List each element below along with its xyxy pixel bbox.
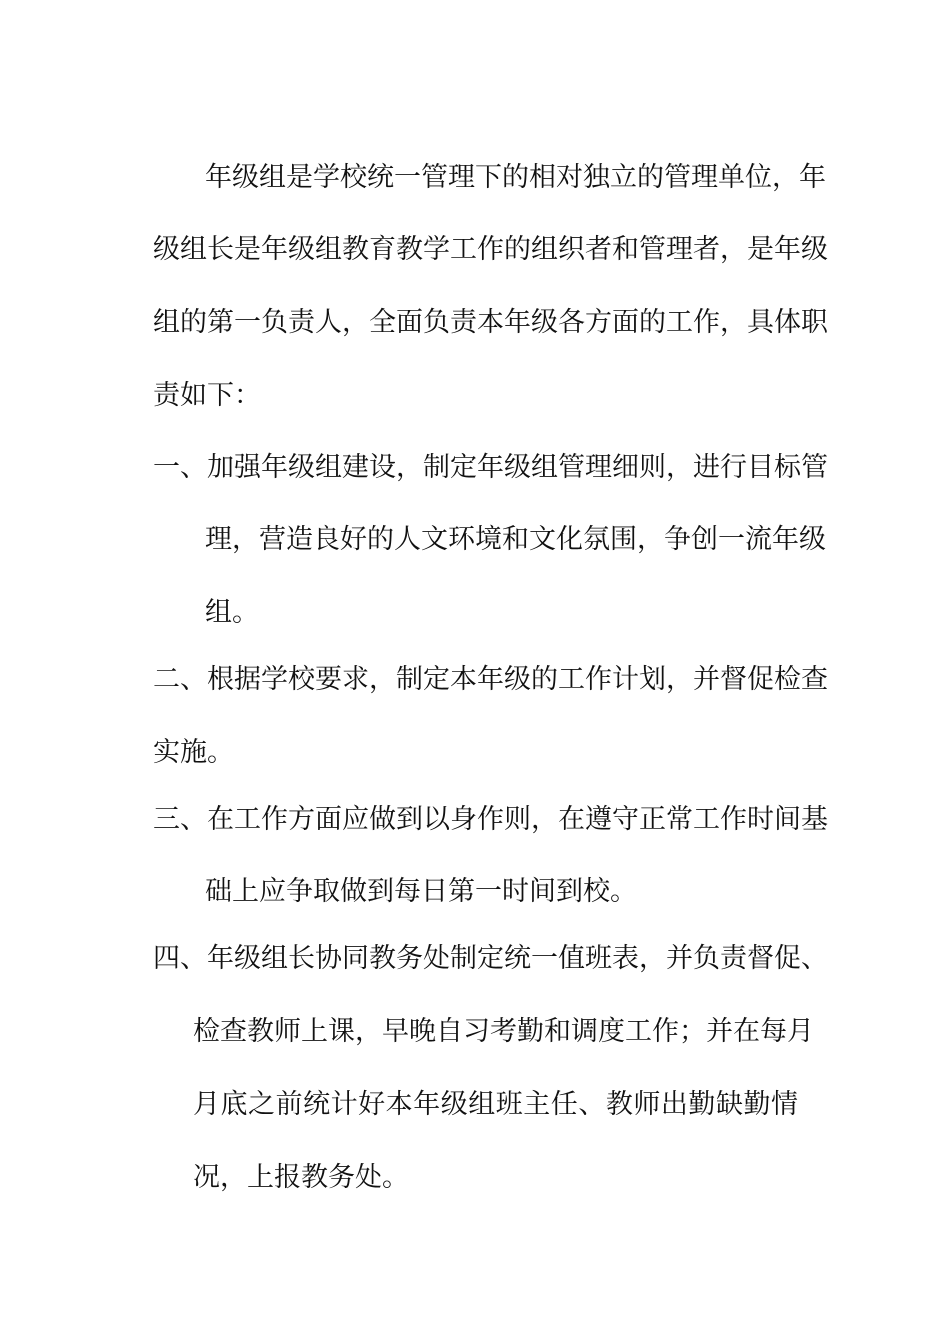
intro-line-3: 组的第一负责人，全面负责本年级各方面的工作，具体职 <box>153 307 828 338</box>
item-2-line-1: 二、根据学校要求，制定本年级的工作计划，并督促检查 <box>153 664 828 695</box>
item-4-line-1: 四、年级组长协同教务处制定统一值班表，并负责督促、 <box>153 943 828 974</box>
intro-line-2: 级组长是年级组教育教学工作的组织者和管理者，是年级 <box>153 234 828 265</box>
item-2-line-2: 实施。 <box>153 737 234 768</box>
item-3-line-1: 三、在工作方面应做到以身作则，在遵守正常工作时间基 <box>153 804 828 835</box>
intro-line-1: 年级组是学校统一管理下的相对独立的管理单位，年 <box>205 162 826 193</box>
item-4-line-2: 检查教师上课，早晚自习考勤和调度工作；并在每月 <box>193 1016 814 1047</box>
item-4-line-4: 况，上报教务处。 <box>193 1162 409 1193</box>
item-1-line-3: 组。 <box>205 597 259 628</box>
item-4-line-3: 月底之前统计好本年级组班主任、教师出勤缺勤情 <box>193 1089 798 1120</box>
item-3-line-2: 础上应争取做到每日第一时间到校。 <box>205 876 637 907</box>
item-1-line-2: 理，营造良好的人文环境和文化氛围，争创一流年级 <box>205 524 826 555</box>
item-1-line-1: 一、加强年级组建设，制定年级组管理细则，进行目标管 <box>153 452 828 483</box>
intro-line-4: 责如下： <box>153 380 261 411</box>
